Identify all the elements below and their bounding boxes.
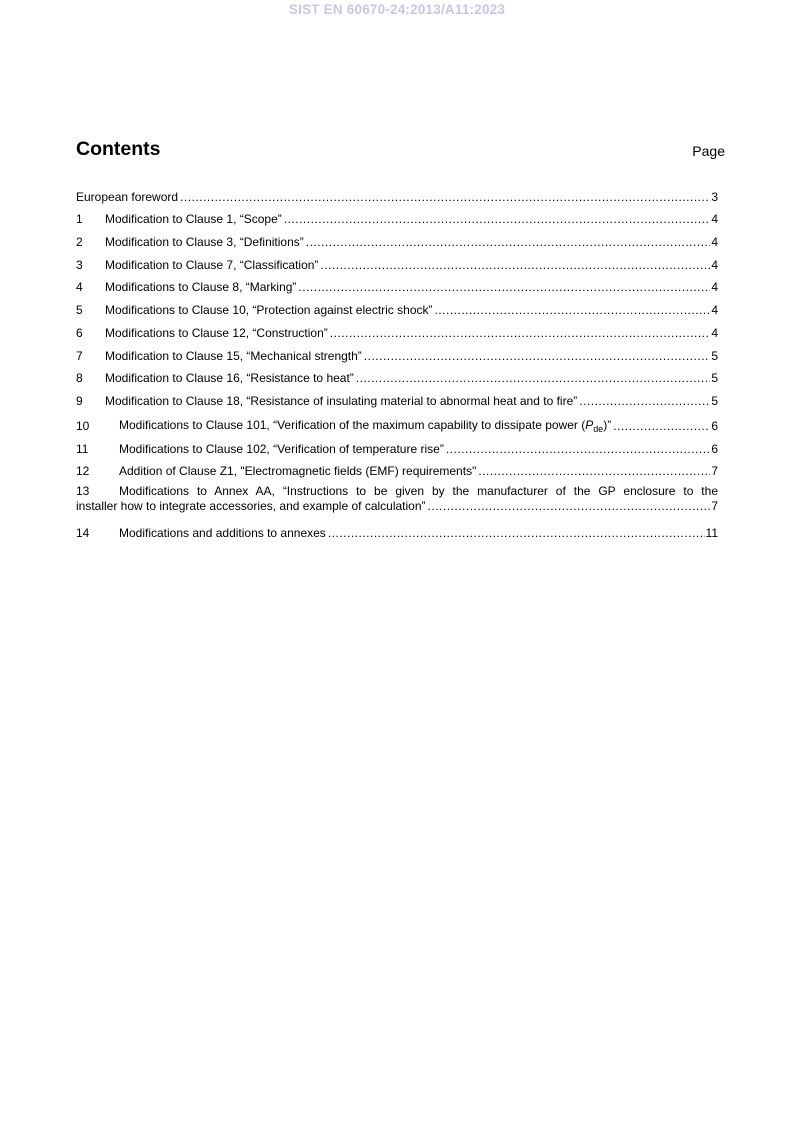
toc-entry-10[interactable] — [76, 409, 718, 434]
power-symbol-subscript: de — [593, 423, 604, 434]
dot-leader — [364, 349, 711, 364]
toc-entry-1[interactable] — [76, 205, 718, 228]
toc-entry-8[interactable] — [76, 364, 718, 387]
contents-heading: Contents — [76, 138, 161, 160]
toc-entry-page: 4 — [711, 280, 718, 295]
toc-entry-page: 4 — [711, 235, 718, 250]
toc-entry-11[interactable] — [76, 434, 718, 457]
toc-entry-13[interactable] — [76, 479, 718, 518]
toc-entry-title: Addition of Clause Z1, "Electromagnetic fields (EMF) requirements" — [119, 464, 477, 479]
toc-entry-title: Modification to Clause 1, “Scope” — [105, 212, 282, 227]
toc-entry-number: 4 — [76, 280, 83, 295]
toc-entry-page: 6 — [711, 441, 718, 456]
toc-entry-12[interactable] — [76, 457, 718, 480]
dot-leader — [306, 235, 711, 250]
toc-entry-title-text: Modifications to Clause 101, “Verification of the maximum capability to dissipate power ( — [119, 417, 586, 432]
toc-entry-number: 2 — [76, 235, 83, 250]
page-column-label: Page — [692, 143, 725, 159]
toc-entry-title: Modifications to Clause 102, “Verification of temperature rise” — [119, 441, 444, 456]
toc-entry-number: 10 — [76, 418, 90, 433]
toc-entry-title: Modification to Clause 15, “Mechanical strength” — [105, 348, 362, 363]
toc-entry-number: 13 — [76, 484, 90, 499]
toc-entry-title: Modifications to Clause 8, “Marking” — [105, 280, 297, 295]
toc-entry-title: Modification to Clause 7, “Classification” — [105, 257, 319, 272]
dot-leader — [298, 280, 710, 295]
toc-entry-number: 7 — [76, 348, 83, 363]
toc-entry-page: 5 — [711, 393, 718, 408]
dot-leader — [330, 326, 711, 341]
dot-leader — [613, 419, 710, 434]
toc-entry-2[interactable] — [76, 227, 718, 250]
toc-entry-line-1 — [76, 484, 718, 499]
dot-leader — [435, 303, 711, 318]
dot-leader — [328, 526, 705, 541]
toc-entry-number: 12 — [76, 464, 90, 479]
power-symbol: P — [585, 417, 594, 432]
toc-entry-title: Modifications and additions to annexes — [119, 525, 326, 540]
toc-entry-page: 11 — [705, 525, 718, 540]
dot-leader — [320, 258, 710, 273]
toc-entry-title: Modification to Clause 16, “Resistance to heat” — [105, 371, 354, 386]
dot-leader — [180, 190, 710, 205]
toc-entry-number: 14 — [76, 525, 90, 540]
toc-entry-6[interactable] — [76, 318, 718, 341]
toc-entry-title-end: )” — [603, 417, 612, 432]
toc-entry-5[interactable] — [76, 295, 718, 318]
toc-entry-3[interactable] — [76, 250, 718, 273]
toc-entry-title — [119, 418, 611, 434]
dot-leader — [356, 371, 711, 386]
toc-entry-7[interactable] — [76, 341, 718, 364]
toc-entry-title: Modifications to Clause 10, “Protection against electric shock” — [105, 303, 433, 318]
dot-leader — [579, 394, 710, 409]
toc-entry-page: 5 — [711, 371, 718, 386]
toc-entry-page: 3 — [711, 189, 718, 204]
toc-entry-title: European foreword — [76, 189, 179, 204]
toc-entry-page: 5 — [711, 348, 718, 363]
toc-entry-page: 6 — [711, 418, 718, 433]
toc-entry-number: 1 — [76, 212, 83, 227]
toc-entry-page: 7 — [711, 499, 718, 514]
document-watermark: SIST EN 60670-24:2013/A11:2023 — [288, 2, 506, 17]
toc-entry-9[interactable] — [76, 386, 718, 409]
toc-entry-number: 3 — [76, 257, 83, 272]
toc-entry-title-continued: installer how to integrate accessories, and example of calculation” — [76, 499, 426, 514]
toc-entry-number: 9 — [76, 393, 83, 408]
toc-entry-title: Modification to Clause 18, “Resistance of insulating material to abnormal heat and to fire” — [105, 393, 578, 408]
toc-entry-number: 11 — [76, 441, 89, 456]
dot-leader — [478, 464, 710, 479]
toc-entry-line-2 — [76, 499, 718, 514]
toc-entry-page: 4 — [711, 325, 718, 340]
dot-leader — [428, 499, 711, 514]
table-of-contents — [76, 182, 718, 541]
toc-entry-page: 4 — [711, 212, 718, 227]
toc-entry-page: 4 — [711, 257, 718, 272]
dot-leader — [284, 212, 711, 227]
toc-entry-page: 4 — [711, 303, 718, 318]
toc-entry-title: Modifications to Clause 12, “Construction” — [105, 325, 328, 340]
toc-entry-14[interactable] — [76, 518, 718, 541]
toc-entry-title: Modification to Clause 3, “Definitions” — [105, 235, 304, 250]
toc-entry-4[interactable] — [76, 273, 718, 296]
dot-leader — [446, 442, 710, 457]
toc-entry-foreword[interactable] — [76, 182, 718, 205]
toc-entry-number: 5 — [76, 303, 83, 318]
toc-entry-number: 6 — [76, 325, 83, 340]
toc-entry-number: 8 — [76, 371, 83, 386]
toc-entry-title: Modifications to Annex AA, “Instructions to be given by the manufacturer of the GP enclosure to the — [119, 484, 718, 499]
toc-entry-page: 7 — [711, 464, 718, 479]
